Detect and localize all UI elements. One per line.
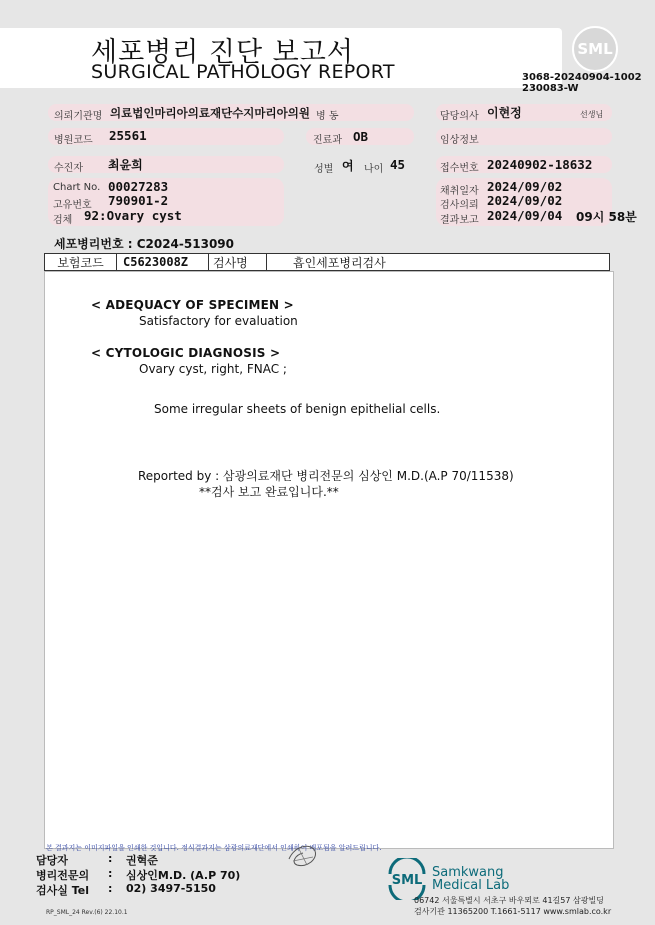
age-value: 45 — [390, 157, 406, 172]
institution-value: 의료법인마리아의료재단수지마리아의원 — [110, 106, 310, 120]
address-line2: 검사기관 11365200 T.1661-5117 www.smlab.co.kr — [414, 907, 612, 916]
manager-colon: : — [108, 852, 113, 865]
dept-label: 진료과 — [313, 135, 342, 146]
finding-text: Some irregular sheets of benign epithelial cells. — [154, 402, 441, 416]
brand-name — [432, 866, 509, 892]
age-label: 나이 — [364, 164, 384, 175]
pathology-number: 세포병리번호 : C2024-513090 — [54, 237, 234, 251]
sml-footer-logo — [386, 858, 428, 900]
adequacy-heading: < ADEQUACY OF SPECIMEN > — [91, 298, 294, 312]
test-name-value: 흡인세포병리검사 — [293, 255, 386, 270]
specialist-value: 심상인M.D. (A.P 70) — [126, 869, 241, 882]
reported-by: Reported by : 삼광의료재단 병리전문의 심상인 M.D.(A.P 70/11538) — [138, 469, 514, 483]
brand-line1: Samkwang — [432, 865, 504, 880]
report-number-line2: 230083-W — [522, 83, 579, 94]
patient-label: 수진자 — [54, 163, 83, 174]
request-label: 검사의뢰 — [440, 200, 479, 211]
sex-value: 여 — [342, 159, 354, 173]
insurance-code-label: 보험코드 — [45, 254, 117, 270]
result-label: 결과보고 — [440, 215, 479, 226]
dept-value: OB — [353, 129, 369, 144]
address-line1: 06742 서울특별시 서초구 바우뫼로 41길57 삼광빌딩 — [414, 896, 604, 905]
revision-code: RP_SML_24 Rev.(6) 22.10.1 — [46, 909, 128, 916]
chart-label: Chart No. — [53, 182, 101, 193]
title-korean: 세포병리 진단 보고서 — [91, 37, 354, 68]
collect-value: 2024/09/02 — [487, 179, 563, 194]
clinical-label: 임상정보 — [440, 135, 479, 146]
unique-label: 고유번호 — [53, 200, 92, 211]
manager-value: 권혁준 — [126, 854, 158, 867]
specialist-colon: : — [108, 867, 113, 880]
report-body — [44, 271, 614, 849]
brand-line2: Medical Lab — [432, 878, 510, 893]
result-value: 2024/09/04 — [487, 208, 563, 223]
specialist-label: 병리전문의 — [36, 869, 90, 882]
title-english: SURGICAL PATHOLOGY REPORT — [91, 61, 395, 83]
sml-footer-logo-text: SML — [391, 873, 423, 888]
adequacy-text: Satisfactory for evaluation — [139, 314, 298, 328]
result-time: 09시 58분 — [576, 210, 637, 224]
manager-label: 담당자 — [36, 854, 68, 867]
unique-value: 790901-2 — [108, 193, 169, 208]
receipt-value: 20240902-18632 — [487, 157, 593, 172]
image-notice: 본 결과지는 이미지파일을 인쇄한 것입니다. 정식결과지는 삼광의료재단에서 인쇄하여 배포됨을 알려드립니다. — [46, 844, 382, 852]
doctor-suffix: 선생님 — [580, 110, 604, 119]
receipt-label: 접수번호 — [440, 163, 479, 174]
lab-address — [414, 895, 611, 917]
report-number-line1: 3068-20240904-1002 — [522, 72, 642, 83]
report-complete: **검사 보고 완료입니다.** — [199, 485, 339, 499]
hospital-code-label: 병원코드 — [54, 135, 93, 146]
tel-colon: : — [108, 882, 113, 895]
institution-label: 의뢰기관명 — [54, 111, 103, 122]
insurance-code-value: C5623008Z — [117, 254, 209, 270]
sex-label: 성별 — [314, 164, 334, 175]
patient-pill — [48, 156, 284, 173]
test-name-label: 검사명 — [209, 254, 267, 270]
report-number — [522, 72, 642, 94]
ward-label: 병 동 — [316, 111, 339, 122]
code-table — [44, 253, 610, 271]
tel-label: 검사실 Tel — [36, 884, 89, 897]
diagnosis-text: Ovary cyst, right, FNAC ; — [139, 362, 287, 376]
collect-label: 채취일자 — [440, 186, 479, 197]
hospital-code-value: 25561 — [109, 128, 147, 143]
chart-value: 00027283 — [108, 179, 169, 194]
signature-stamp — [285, 841, 321, 871]
tel-value: 02) 3497-5150 — [126, 882, 216, 895]
diagnosis-heading: < CYTOLOGIC DIAGNOSIS > — [91, 346, 281, 360]
specimen-label: 검체 — [53, 215, 73, 226]
specimen-value: 92:Ovary cyst — [84, 208, 182, 223]
patient-value: 최윤희 — [108, 158, 143, 172]
sml-header-logo-text: SML — [577, 40, 613, 58]
doctor-label: 담당의사 — [440, 111, 479, 122]
request-value: 2024/09/02 — [487, 193, 563, 208]
sml-header-logo — [572, 26, 618, 72]
doctor-value: 이현정 — [487, 106, 522, 120]
